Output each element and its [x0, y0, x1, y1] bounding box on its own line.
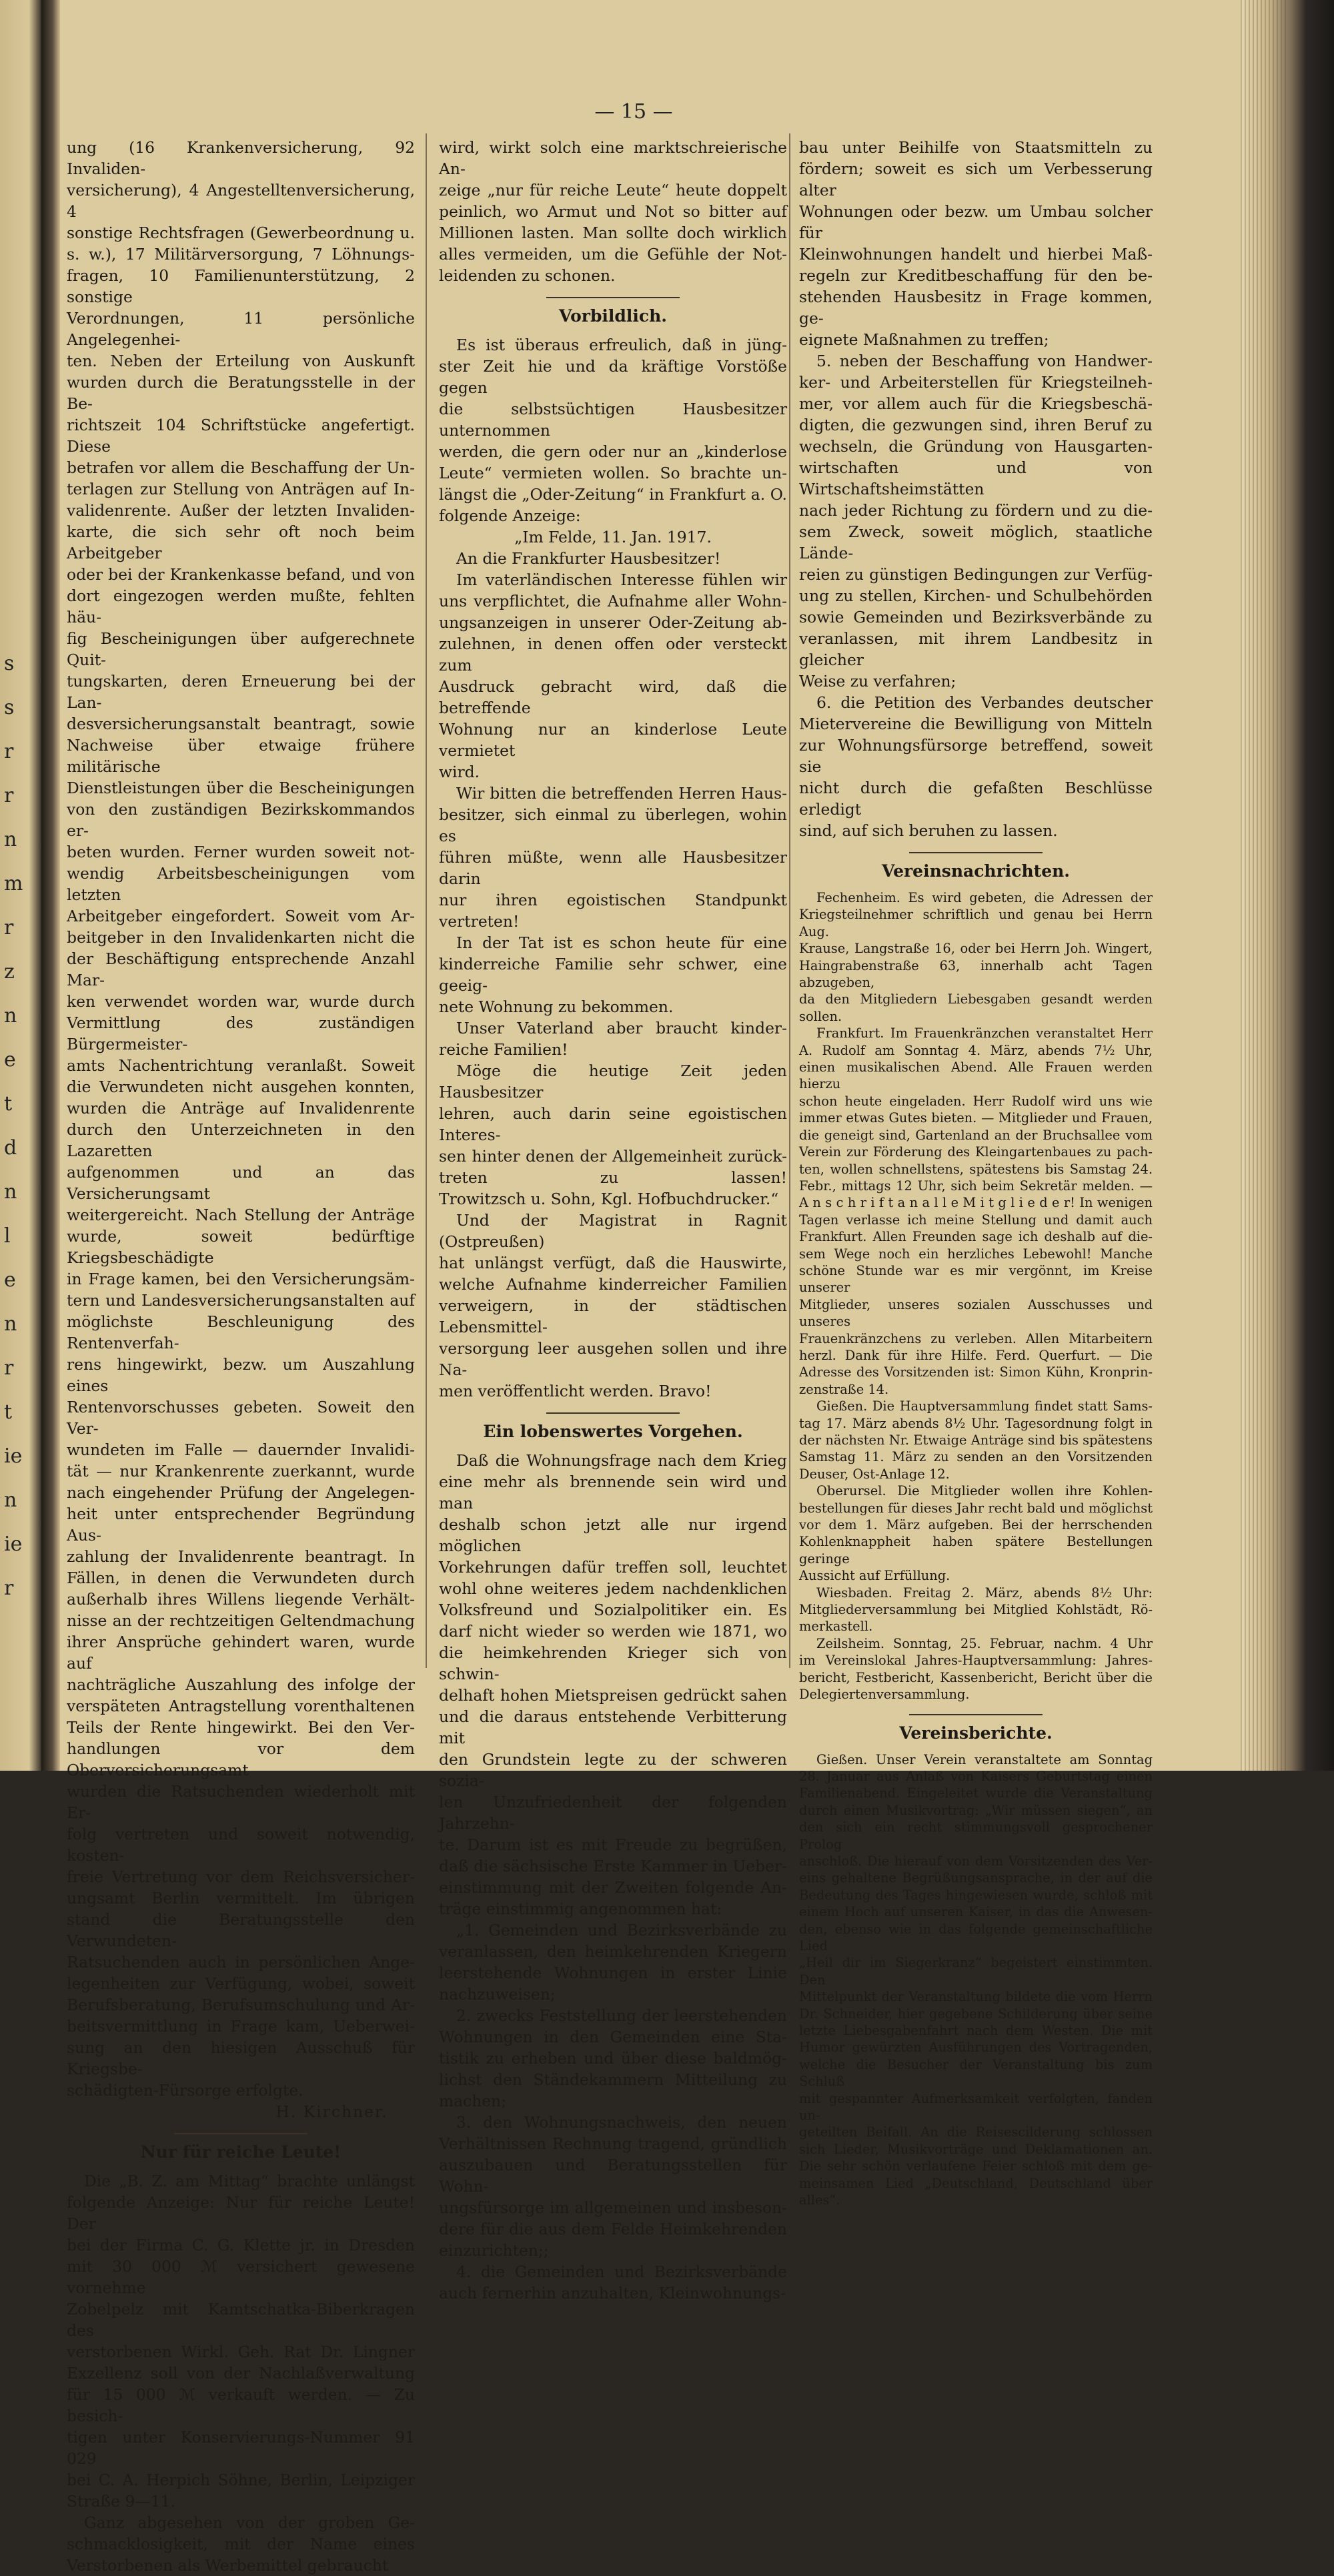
text-line: Die „B. Z. am Mittag“ brachte unlängst [84, 2172, 415, 2190]
facing-page-letter: m [4, 872, 23, 895]
text-line: Wir bitten die betreffenden Herren Haus- [456, 784, 787, 803]
facing-page-letter: e [4, 1048, 16, 1071]
text-line: führen müßte, wenn alle Hausbesitzer darin [439, 848, 787, 888]
text-line: Verhältnissen Rechnung tragend, gründlich [439, 2134, 787, 2153]
text-line: Nachweise über etwaige frühere militärische [67, 736, 415, 776]
text-line: rens hingewirkt, bezw. um Auszahlung eines [67, 1355, 415, 1395]
text-line: sem Zweck, soweit möglich, staatliche Lände- [799, 522, 1153, 562]
text-line: mit 30 000 ℳ versichert gewesene vornehme [67, 2257, 415, 2297]
text-line: mer, vor allem auch für die Kriegsbeschä- [799, 394, 1153, 413]
text-line: anschloß. Die hierauf von dem Vorsitzenden des Ver- [799, 1853, 1153, 1869]
text-line: geteilten Beifall. An die Reisescilderung schlossen [799, 2124, 1153, 2140]
text-line: Wiesbaden. Freitag 2. März, abends 8½ Uhr: [816, 1585, 1153, 1601]
text-line: 2. zwecks Feststellung der leerstehenden [456, 2006, 787, 2025]
text-line: Teils der Rente hingewirkt. Bei den Ver- [67, 1718, 415, 1737]
text-line: darf nicht wieder so werden wie 1871, wo [439, 1622, 787, 1641]
text-line: Familienabend. Eingeleitet wurde die Veranstaltung [799, 1785, 1153, 1801]
text-line: Kriegsteilnehmer schriftlich und genau bei Herrn Aug. [799, 907, 1153, 939]
text-line: wurden die Ratsuchenden wiederholt mit Er- [67, 1782, 415, 1822]
facing-page-letter: r [4, 916, 14, 939]
text-line: Wohnungen in den Gemeinden eine Sta- [439, 2028, 787, 2046]
text-line: ker- und Arbeiterstellen für Kriegsteilneh- [799, 373, 1153, 392]
text-line: reien zu günstigen Bedingungen zur Verfüg- [799, 565, 1153, 584]
text-line: sen hinter denen der Allgemeinheit zurück- [439, 1147, 787, 1166]
text-line: Dr. Schneider, hier gegebene Schilderung über seine [799, 2006, 1153, 2022]
text-line: auszubauen und Beratungsstellen für Wohn- [439, 2156, 787, 2196]
facing-page-letter: n [4, 1004, 17, 1027]
text-line: folg vertreten und soweit notwendig, kosten- [67, 1825, 415, 1865]
text-line: zur Wohnungsfürsorge betreffend, soweit sie [799, 736, 1153, 776]
text-line: bericht, Festbericht, Kassenbericht, Bericht über die [799, 1669, 1153, 1685]
text-line: Frauenkränzchens zu verleben. Allen Mitarbeitern [799, 1330, 1153, 1346]
text-line: nach jeder Richtung zu fördern und zu die- [799, 501, 1153, 520]
text-line: Mittelpunkt der Veranstaltung bildete die vom Herrn [799, 1989, 1153, 2005]
text-line: amts Nachentrichtung veranlaßt. Soweit [67, 1056, 415, 1075]
facing-page-letter: r [4, 784, 14, 807]
text-line: Gießen. Die Hauptversammlung findet statt Sams- [816, 1398, 1153, 1414]
text-line: die selbstsüchtigen Hausbesitzer unternommen [439, 400, 787, 440]
text-line: tungskarten, deren Erneuerung bei der Lan- [67, 672, 415, 712]
text-line: Im vaterländischen Interesse fühlen wir [456, 570, 787, 589]
section-vereinsberichte [799, 1751, 1153, 2209]
text-line: karte, die sich sehr oft noch beim Arbeitgeber [67, 522, 415, 562]
facing-page-letter: n [4, 1180, 17, 1204]
text-line: der Beschäftigung entsprechende Anzahl Mar- [67, 949, 415, 989]
text-line: 5. neben der Beschaffung von Handwer- [816, 352, 1153, 370]
text-line: Die sehr schön verlaufene Feier schloß mit dem ge- [799, 2158, 1153, 2174]
dateline: „Im Felde, 11. Jan. 1917. [514, 528, 712, 546]
facing-page-letter: s [4, 652, 15, 675]
text-line: terlagen zur Stellung von Anträgen auf In- [67, 480, 415, 498]
text-line: beitsvermittlung in Frage kam, Ueberwei- [67, 2017, 415, 2036]
facing-page-letter: d [4, 1136, 17, 1160]
text-line: wirtschaften und von Wirtschaftsheimstätten [799, 458, 1153, 498]
text-line: heit unter entsprechender Begründung Aus- [67, 1505, 415, 1545]
book-gutter [41, 0, 60, 1771]
text-line: den, ebenso wie in das folgende gemeinschaftliche Lied [799, 1921, 1153, 1954]
text-line: validenrente. Außer der letzten Invaliden- [67, 501, 415, 520]
text-line: verstorbenen Wirkl. Geh. Rat Dr. Lingner [67, 2342, 415, 2361]
text-line: welche Aufnahme kinderreicher Familien [439, 1275, 787, 1294]
page-number: — 15 — [594, 100, 673, 123]
text-line: Frankfurt. Allen Freunden sage ich deshalb auf die- [799, 1229, 1153, 1245]
text-line: Haingrabenstraße 63, innerhalb acht Tagen abzugeben, [799, 957, 1153, 991]
text-line: „Heil dir im Siegerkranz“ begeistert einstimmten. Den [799, 1955, 1153, 1988]
text-line: Unser Vaterland aber braucht kinder- [456, 1019, 787, 1037]
facing-page-letter: z [4, 960, 15, 983]
text-line: alles vermeiden, um die Gefühle der Not- [439, 245, 787, 264]
text-line: Mitglieder, unseres sozialen Ausschusses und unseres [799, 1296, 1153, 1330]
text-line: zulehnen, in denen offen oder versteckt zum [439, 634, 787, 675]
text-line: In der Tat ist es schon heute für eine [456, 933, 787, 952]
text-line: und die daraus entstehende Verbitterung mit [439, 1707, 787, 1747]
text-line: wechseln, die Gründung von Hausgarten- [799, 437, 1153, 456]
text-line: deshalb schon jetzt alle nur irgend möglichen [439, 1515, 787, 1555]
text-line: leidenden zu schonen. [439, 266, 616, 285]
text-line: verspäteten Antragstellung vorenthaltenen [67, 1697, 415, 1715]
text-line: richtszeit 104 Schriftstücke angefertigt. Diese [67, 416, 415, 456]
text-line: Wohnung nur an kinderlose Leute vermietet [439, 720, 787, 760]
text-line: 28. Januar aus Anlaß von Kaisers Geburtstag einen [799, 1768, 1153, 1784]
text-line: bei der Firma C. G. Klette jr. in Dresden [67, 2236, 415, 2254]
text-line: Kleinwohnungen handelt und hierbei Maß- [799, 245, 1153, 264]
text-line: vor dem 1. März aufgeben. Bei der herrschenden [799, 1517, 1153, 1533]
text-line: Ratsuchenden auch in persönlichen Ange- [67, 1953, 415, 1972]
text-line: 4. die Gemeinden und Bezirksverbände [456, 2262, 787, 2281]
text-line: peinlich, wo Armut und Not so bitter auf [439, 202, 787, 221]
text-line: weitergereicht. Nach Stellung der Anträge [67, 1206, 415, 1224]
text-line: tistik zu erheben und über diese baldmög- [439, 2049, 787, 2068]
text-line: Delegiertenversammlung. [799, 1687, 970, 1703]
text-line: in Frage kamen, bei den Versicherungsäm- [67, 1270, 415, 1288]
text-line: oder bei der Krankenkasse befand, und von [67, 565, 415, 584]
text-line: folgende Anzeige: Nur für reiche Leute! Der [67, 2193, 415, 2233]
separator [174, 2133, 307, 2134]
column-3 [799, 137, 1153, 2208]
text-line: bau unter Beihilfe von Staatsmitteln zu [799, 138, 1153, 157]
article-title-vorbildlich: Vorbildlich. [559, 306, 667, 326]
text-line: wird, wirkt solch eine marktschreierische An- [439, 138, 787, 178]
text-line: eignete Maßnahmen zu treffen; [799, 330, 1049, 349]
text-line: Aussicht auf Erfüllung. [799, 1568, 950, 1584]
text-line: wurden durch die Beratungsstelle in der Be- [67, 373, 415, 413]
column-rule-left [426, 133, 427, 1668]
article-continuation [799, 137, 1153, 841]
text-line: von den zuständigen Bezirkskommandos er- [67, 800, 415, 840]
article-nur-fuer-reiche-leute [67, 2170, 415, 2576]
text-line: einen musikalischen Abend. Alle Frauen werden hierzu [799, 1059, 1153, 1092]
text-line: aufgenommen und an das Versicherungsamt [67, 1163, 415, 1203]
article-title-nur-fuer-reiche-leute: Nur für reiche Leute! [140, 2142, 342, 2162]
text-line: mit gespannter Aufmerksamkeit verfolgten, fanden un- [799, 2090, 1153, 2124]
text-line: lichst den Ständekammern Mitteilung zu [439, 2070, 787, 2089]
facing-page-letter: n [4, 1488, 17, 1512]
facing-page-letter: n [4, 828, 17, 851]
separator [909, 852, 1043, 853]
text-line: Möge die heutige Zeit jeden Hausbesitzer [439, 1061, 787, 1102]
text-line: sonstige Rechtsfragen (Gewerbeordnung u. [67, 224, 415, 242]
text-line: ung zu stellen, Kirchen- und Schulbehörden [799, 586, 1153, 605]
text-line: ten, wollen schnellstens, spätestens bis Samstag 24. [799, 1161, 1153, 1177]
text-line: für 15 000 ℳ verkauft werden. — Zu besich- [67, 2385, 415, 2425]
text-line: schon heute eingeladen. Herr Rudolf wird uns wie [799, 1093, 1153, 1109]
text-line: verweigern, in der städtischen Lebensmittel- [439, 1296, 787, 1336]
separator [546, 1412, 680, 1414]
text-line: längst die „Oder-Zeitung“ in Frankfurt a. O. [439, 485, 787, 504]
text-line: lehren, auch darin seine egoistischen Interes- [439, 1104, 787, 1144]
text-line: die geneigt sind, Gartenland an der Bruchsallee vom [799, 1127, 1153, 1143]
text-line: bei C. A. Herpich Söhne, Berlin, Leipziger [67, 2471, 415, 2489]
text-line: Ganz abgesehen von der groben Ge- [84, 2513, 415, 2532]
text-line: fragen, 10 Familienunterstützung, 2 sonstige [67, 266, 415, 306]
text-line: Und der Magistrat in Ragnit (Ostpreußen) [439, 1211, 787, 1251]
text-line: sind, auf sich beruhen zu lassen. [799, 821, 1058, 840]
text-line: welche die Besucher der Veranstaltung bis zum Schluß [799, 2056, 1153, 2090]
text-line: bestellungen für dieses Jahr recht bald und möglichst [799, 1500, 1153, 1516]
text-line: letzte Liebesgabenfahrt nach dem Westen. Die mit [799, 2023, 1153, 2038]
text-line: den sich ein recht stimmungsvoll gesprochener Prolog [799, 1819, 1153, 1852]
text-line: Mietervereine die Bewilligung von Mitteln [799, 715, 1153, 733]
text-line: daß die sächsische Erste Kammer in Ueber- [439, 1857, 787, 1875]
text-line: Febr., mittags 12 Uhr, sich beim Sekretär melden. — [799, 1178, 1153, 1194]
text-line: der nächsten Nr. Etwaige Anträge sind bis spätestens [799, 1432, 1153, 1448]
text-line: ten. Neben der Erteilung von Auskunft [67, 352, 415, 370]
text-line: te. Darum ist es mit Freude zu begrüßen, [439, 1835, 787, 1854]
text-line: beten wurden. Ferner wurden soweit not- [67, 843, 415, 861]
text-line: Frankfurt. Im Frauenkränzchen veranstaltet Herr [816, 1025, 1153, 1041]
text-line: Verein zur Förderung des Kleingartenbaues zu pach- [799, 1144, 1153, 1160]
text-line: Deuser, Ost-Anlage 12. [799, 1466, 950, 1482]
text-line: sich Lieder, Musikvorträge und Deklamationen an. [799, 2141, 1153, 2157]
text-line: tag 17. März abends 8½ Uhr. Tagesordnung folgt in [799, 1415, 1153, 1431]
column-1 [67, 137, 415, 2576]
text-line: nur ihren egoistischen Standpunkt vertreten! [439, 891, 787, 931]
text-line: legenheiten zur Verfügung, wobei, soweit [67, 1974, 415, 1993]
text-line: schädigten-Fürsorge erfolgte. [67, 2081, 303, 2100]
text-line: Verstorbenen als Werbemittel gebraucht [67, 2556, 389, 2575]
text-line: Straße 9—11. [67, 2492, 175, 2511]
text-line: im Vereinslokal Jahres-Hauptversammlung: Jahres- [799, 1653, 1153, 1669]
text-line: merkastell. [799, 1619, 873, 1635]
text-line: Mitgliederversammlung bei Mitglied Kohlstädt, Rö- [799, 1602, 1153, 1618]
text-line: wird. [439, 763, 480, 781]
text-line: wurden die Anträge auf Invalidenrente [67, 1099, 415, 1118]
previous-page-edge [0, 0, 41, 1771]
text-line: Adresse des Vorsitzenden ist: Simon Kühn, Kronprin- [799, 1364, 1153, 1380]
text-line: träge einstimmig angenommen hat: [439, 1899, 722, 1918]
text-line: treten zu lassen! [439, 1168, 787, 1187]
text-line: tät — nur Krankenrente zuerkannt, wurde [67, 1462, 415, 1480]
text-line: Fechenheim. Es wird gebeten, die Adressen der [816, 890, 1153, 905]
text-line: eine mehr als brennende sein wird und man [439, 1472, 787, 1513]
text-line: Krause, Langstraße 16, oder bei Herrn Joh. Wingert, [799, 941, 1153, 957]
text-line: Zobelpelz mit Kamtschatka-Biberkragen des [67, 2300, 415, 2340]
text-line: kinderreiche Familie sehr schwer, eine geeig- [439, 955, 787, 995]
text-line: Wohnungen oder bezw. um Umbau solcher für [799, 202, 1153, 242]
text-line: sung an den hiesigen Ausschuß für Kriegsbe- [67, 2038, 415, 2078]
text-line: digten, die gezwungen sind, ihren Beruf zu [799, 416, 1153, 434]
text-line: dort eingezogen werden mußte, fehlten häu- [67, 586, 415, 626]
text-line: den Grundstein legte zu der schweren sozia- [439, 1750, 787, 1790]
text-line: wurde, soweit bedürftige Kriegsbeschädigte [67, 1227, 415, 1267]
text-line: betrafen vor allem die Beschaffung der Un- [67, 458, 415, 477]
text-line: handlungen vor dem Oberversicherungsamt [67, 1739, 415, 1779]
book-edge [1241, 0, 1334, 1771]
article-continuation [439, 137, 787, 286]
text-line: Berufsberatung, Berufsumschulung und Ar- [67, 1996, 415, 2014]
text-line: durch den Unterzeichneten in den Lazaretten [67, 1120, 415, 1160]
text-line: Vorkehrungen dafür treffen soll, leuchtet [439, 1558, 787, 1577]
text-line: versorgung leer ausgehen sollen und ihre Na- [439, 1339, 787, 1379]
text-line: „1. Gemeinden und Bezirksverbände zu [456, 1921, 787, 1940]
text-line: ihrer Ansprüche gehindert waren, wurde auf [67, 1633, 415, 1673]
text-line: Fällen, in denen die Verwundeten durch [67, 1569, 415, 1587]
text-line: delhaft hohen Mietspreisen gedrückt sahen [439, 1686, 787, 1705]
text-line: herzl. Dank für ihre Hilfe. Ferd. Querfurt. — Die [799, 1347, 1153, 1363]
facing-page-letter: s [4, 696, 15, 719]
text-line: Tagen verlasse ich meine Stellung und damit auch [799, 1212, 1153, 1228]
text-line: nisse an der rechtzeitigen Geltendmachung [67, 1611, 415, 1630]
text-line: uns verpflichtet, die Aufnahme aller Wohn- [439, 592, 787, 610]
text-line: ster Zeit hie und da kräftige Vorstöße gegen [439, 357, 787, 397]
text-line: wendig Arbeitsbescheinigungen vom letzten [67, 864, 415, 904]
text-line: Ausdruck gebracht wird, daß die betreffende [439, 677, 787, 717]
section-title-vereinsberichte: Vereinsberichte. [899, 1723, 1053, 1743]
facing-page-letter: t [4, 1092, 13, 1116]
text-line: Verordnungen, 11 persönliche Angelegenhei- [67, 309, 415, 349]
text-line: wohl ohne weiteres jedem nachdenklichen [439, 1579, 787, 1598]
text-line: werden, die gern oder nur an „kinderlose [439, 442, 787, 461]
text-line: veranlassen, den heimkehrenden Kriegern [439, 1942, 787, 1961]
text-line: tern und Landesversicherungsanstalten auf [67, 1291, 415, 1310]
text-line: Leute“ vermieten wollen. So brachte un- [439, 464, 787, 482]
facing-page-letter: r [4, 1577, 14, 1600]
text-line: sowie Gemeinden und Bezirksverbände zu [799, 608, 1153, 626]
text-line: desversicherungsanstalt beantragt, sowie [67, 715, 415, 733]
text-line: nachzuweisen; [439, 1985, 556, 2004]
text-line: tigen unter Konservierungs-Nummer 91 029 [67, 2428, 415, 2468]
separator [546, 297, 680, 298]
text-line: einzurichten;; [439, 2241, 549, 2260]
text-line: reiche Familien! [439, 1040, 568, 1059]
text-line: ungsamt Berlin vermittelt. Im übrigen [67, 1889, 415, 1907]
text-line: men veröffentlicht werden. Bravo! [439, 1382, 712, 1400]
text-line: zahlung der Invalidenrente beantragt. In [67, 1547, 415, 1566]
facing-page-letter: n [4, 1312, 17, 1336]
text-line: 6. die Petition des Verbandes deutscher [816, 693, 1153, 712]
text-line: nete Wohnung zu bekommen. [439, 997, 674, 1016]
text-line: dere für die aus dem Felde Heimkehrenden [439, 2220, 787, 2238]
facing-page-letter: ie [4, 1533, 23, 1556]
text-line: meinsamen Lied „Deutschland, Deutschland über alles“. [799, 2175, 1153, 2208]
facing-page-letter: t [4, 1400, 13, 1424]
article-vorbildlich-body [439, 569, 787, 1402]
text-line: nicht durch die gefaßten Beschlüsse erledigt [799, 779, 1153, 819]
text-line: die heimkehrenden Krieger sich von schwin- [439, 1643, 787, 1683]
text-line: schmacklosigkeit, mit der Name eines [67, 2535, 415, 2553]
text-line: 3. den Wohnungsnachweis, den neuen [456, 2113, 787, 2132]
text-line: Rentenvorschusses gebeten. Soweit den Ver- [67, 1398, 415, 1438]
facing-page-letter: l [4, 1224, 11, 1248]
text-line: schöne Stunde war es mir vergönnt, im Kreise unserer [799, 1262, 1153, 1296]
facing-page-letter: r [4, 740, 14, 763]
text-line: Dienstleistungen über die Bescheinigungen [67, 779, 415, 797]
text-line: stehenden Hausbesitz in Frage kommen, ge- [799, 288, 1153, 328]
article-title-lobenswertes-vorgehen: Ein lobenswertes Vorgehen. [483, 1422, 743, 1441]
text-line: ungsanzeigen in unserer Oder-Zeitung ab- [439, 613, 787, 632]
signature: H. Kirchner. [275, 2102, 388, 2121]
text-line: nach eingehender Prüfung der Angelegen- [67, 1483, 415, 1502]
text-line: Volksfreund und Sozialpolitiker ein. Es [439, 1601, 787, 1619]
text-line: beitgeber in den Invalidenkarten nicht die [67, 928, 415, 947]
text-line: einstimmung mit der Zweiten folgende An- [439, 1878, 787, 1897]
article-beratungsstelle [67, 137, 415, 2101]
facing-page-letter: e [4, 1268, 16, 1292]
text-line: veranlassen, mit ihrem Landbesitz in gleicher [799, 629, 1153, 669]
column-2 [439, 137, 787, 2304]
article-lobenswertes-vorgehen [439, 1450, 787, 2304]
text-line: immer etwas Gutes bieten. — Mitglieder und Frauen, [799, 1110, 1153, 1126]
text-line: Weise zu verfahren; [799, 672, 956, 691]
text-line: zenstraße 14. [799, 1381, 889, 1397]
text-line: Gießen. Unser Verein veranstaltete am Sonntag [816, 1751, 1153, 1767]
text-line: Daß die Wohnungsfrage nach dem Krieg [456, 1451, 787, 1470]
article-vorbildlich-intro [439, 334, 787, 526]
text-line: ung (16 Krankenversicherung, 92 Invaliden- [67, 138, 415, 178]
text-line: wundeten im Falle — dauernder Invalidi- [67, 1440, 415, 1459]
text-line: außerhalb ihres Willens liegende Verhält- [67, 1590, 415, 1609]
text-line: Millionen lasten. Man sollte doch wirklich [439, 224, 787, 242]
section-vereinsnachrichten [799, 889, 1153, 1703]
text-line: leerstehende Wohnungen in erster Linie [439, 1964, 787, 1982]
text-line: Humor gewürzten Ausführungen des Vortragenden, [799, 2040, 1153, 2056]
section-title-vereinsnachrichten: Vereinsnachrichten. [881, 861, 1070, 881]
separator [909, 1714, 1043, 1715]
text-line: s. w.), 17 Militärversorgung, 7 Löhnungs- [67, 245, 415, 264]
text-line: Oberursel. Die Mitglieder wollen ihre Kohlen- [816, 1483, 1153, 1499]
text-line: Vermittlung des zuständigen Bürgermeister- [67, 1013, 415, 1053]
text-line: die Verwundeten nicht ausgehen konnten, [67, 1078, 415, 1096]
text-line: regeln zur Kreditbeschaffung für den be- [799, 266, 1153, 285]
facing-page-letter: ie [4, 1444, 23, 1468]
text-line: Trowitzsch u. Sohn, Kgl. Hofbuchdrucker.“ [439, 1190, 779, 1208]
text-line: A. Rudolf am Sonntag 4. März, abends 7½ Uhr, [799, 1042, 1153, 1058]
text-line: fördern; soweit es sich um Verbesserung alter [799, 159, 1153, 199]
text-line: A n s c h r i f t a n a l l e M i t g l i e d e r! In wenigen [799, 1195, 1153, 1211]
column-rule-right [789, 133, 790, 1668]
text-line: da den Mitgliedern Liebesgaben gesandt werden sollen. [799, 991, 1153, 1024]
text-line: Es ist überaus erfreulich, daß in jüng- [456, 336, 787, 354]
text-line: ken verwendet worden war, wurde durch [67, 992, 415, 1011]
text-line: Samstag 11. März zu senden an den Vorsitzenden [799, 1449, 1153, 1465]
text-line: machen; [439, 2092, 507, 2110]
text-line: sem Wege noch ein herzliches Lebewohl! Manche [799, 1246, 1153, 1262]
text-line: nachträgliche Auszahlung des infolge der [67, 1675, 415, 1694]
text-line: möglichste Beschleunigung des Rentenverfah- [67, 1312, 415, 1352]
text-line: auch fernerhin anzuhalten, Kleinwohnungs- [439, 2284, 786, 2302]
text-line: ungsfürsorge im allgemeinen und insbeson- [439, 2198, 787, 2217]
text-line: Zeilsheim. Sonntag, 25. Februar, nachm. 4 Uhr [816, 1635, 1153, 1651]
text-line: zeige „nur für reiche Leute“ heute doppelt [439, 181, 787, 199]
text-line: durch einen Musikvortrag: „Wir müssen siegen“, an [799, 1802, 1153, 1818]
text-line: len Unzufriedenheit der folgenden Jahrzehn- [439, 1793, 787, 1833]
text-line: stand die Beratungsstelle den Verwundeten- [67, 1910, 415, 1950]
text-line: besitzer, sich einmal zu überlegen, wohin es [439, 805, 787, 845]
text-line: versicherung), 4 Angestelltenversicherung, 4 [67, 181, 415, 221]
text-line: Exzellenz soll von der Nachlaßverwaltung [67, 2364, 415, 2383]
text-line: einem Hoch auf unseren Kaiser, in das die Anwesen- [799, 1904, 1153, 1920]
salutation: An die Frankfurter Hausbesitzer! [456, 549, 721, 568]
text-line: Kohlenknappheit haben spätere Bestellungen geringe [799, 1534, 1153, 1567]
text-line: freie Vertretung vor dem Reichsversicher- [67, 1867, 415, 1886]
text-line: fig Bescheinigungen über aufgerechnete Quit- [67, 629, 415, 669]
text-line: hat unlängst verfügt, daß die Hauswirte, [439, 1254, 787, 1272]
text-line: folgende Anzeige: [439, 506, 581, 525]
facing-page-letter: r [4, 1356, 14, 1380]
text-line: Arbeitgeber eingefordert. Soweit vom Ar- [67, 907, 415, 925]
text-line: Bedeutung des Tages hingewiesen wurde, schloß mit [799, 1887, 1153, 1903]
text-line: eins gehaltene Begrüßungsansprache, in der auf die [799, 1870, 1153, 1886]
